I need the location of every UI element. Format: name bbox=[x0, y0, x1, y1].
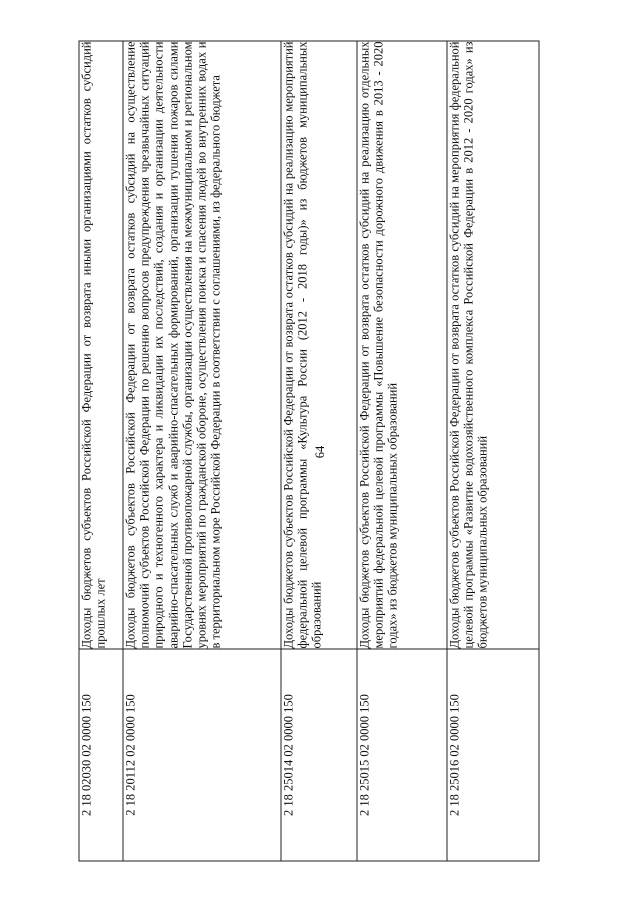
table-row bbox=[123, 41, 281, 861]
table-row bbox=[447, 41, 539, 861]
row-code: 2 18 25015 02 0000 150 bbox=[357, 649, 447, 861]
table-row bbox=[357, 41, 447, 861]
row-code: 2 18 02030 02 0000 150 bbox=[79, 649, 123, 861]
page-number: 64 bbox=[313, 445, 327, 459]
row-code: 2 18 25014 02 0000 150 bbox=[281, 649, 357, 861]
table-row bbox=[281, 41, 357, 861]
row-description: Доходы бюджетов субъектов Российской Федерации от возврата остатков субсидий на реализацию мероприятий федеральной целевой программы «Культура России (2012 - 2018 годы)» из бюджетов муниципальных образований bbox=[281, 41, 357, 649]
row-description: Доходы бюджетов субъектов Российской Федерации от возврата иными организациями остатков субсидий прошлых лет bbox=[79, 41, 123, 649]
row-description: Доходы бюджетов субъектов Российской Федерации от возврата остатков субсидий на мероприятия федеральной целевой программы «Развитие водохозяйственного комплекса Российской Федерации в 2012 - 2020 годах» из бюджетов муниципальных образований bbox=[447, 41, 539, 649]
budget-codes-table-frame bbox=[78, 40, 538, 861]
row-description: Доходы бюджетов субъектов Российской Федерации от возврата остатков субсидий на реализацию отдельных мероприятий федеральной целевой программы «Повышение безопасности дорожного движения в 2013 - 2020 годах» из бюджетов муниципальных образований bbox=[357, 41, 447, 649]
row-code: 2 18 20112 02 0000 150 bbox=[123, 649, 281, 861]
table-row bbox=[79, 41, 123, 861]
row-description: Доходы бюджетов субъектов Российской Федерации от возврата остатков субсидий на осуществление полномочий субъектов Российской Федерации по решению вопросов предупреждения чрезвычайных ситуаций природного и техногенного характера и ликвидации их последствий, создания и организации деятельности аварийно-спасательных служб и аварийно-спасательных формирований, организации тушения пожаров силами Государственной противопожарной службы, организации осуществления на межмуниципальном и региональном уровнях мероприятий по гражданской обороне, осуществления поиска и спасения людей во внутренних водах и в территориальном море Российской Федерации в соответствии с соглашениями, из федерального бюджета bbox=[123, 41, 281, 649]
budget-codes-table bbox=[78, 40, 539, 861]
row-code: 2 18 25016 02 0000 150 bbox=[447, 649, 539, 861]
